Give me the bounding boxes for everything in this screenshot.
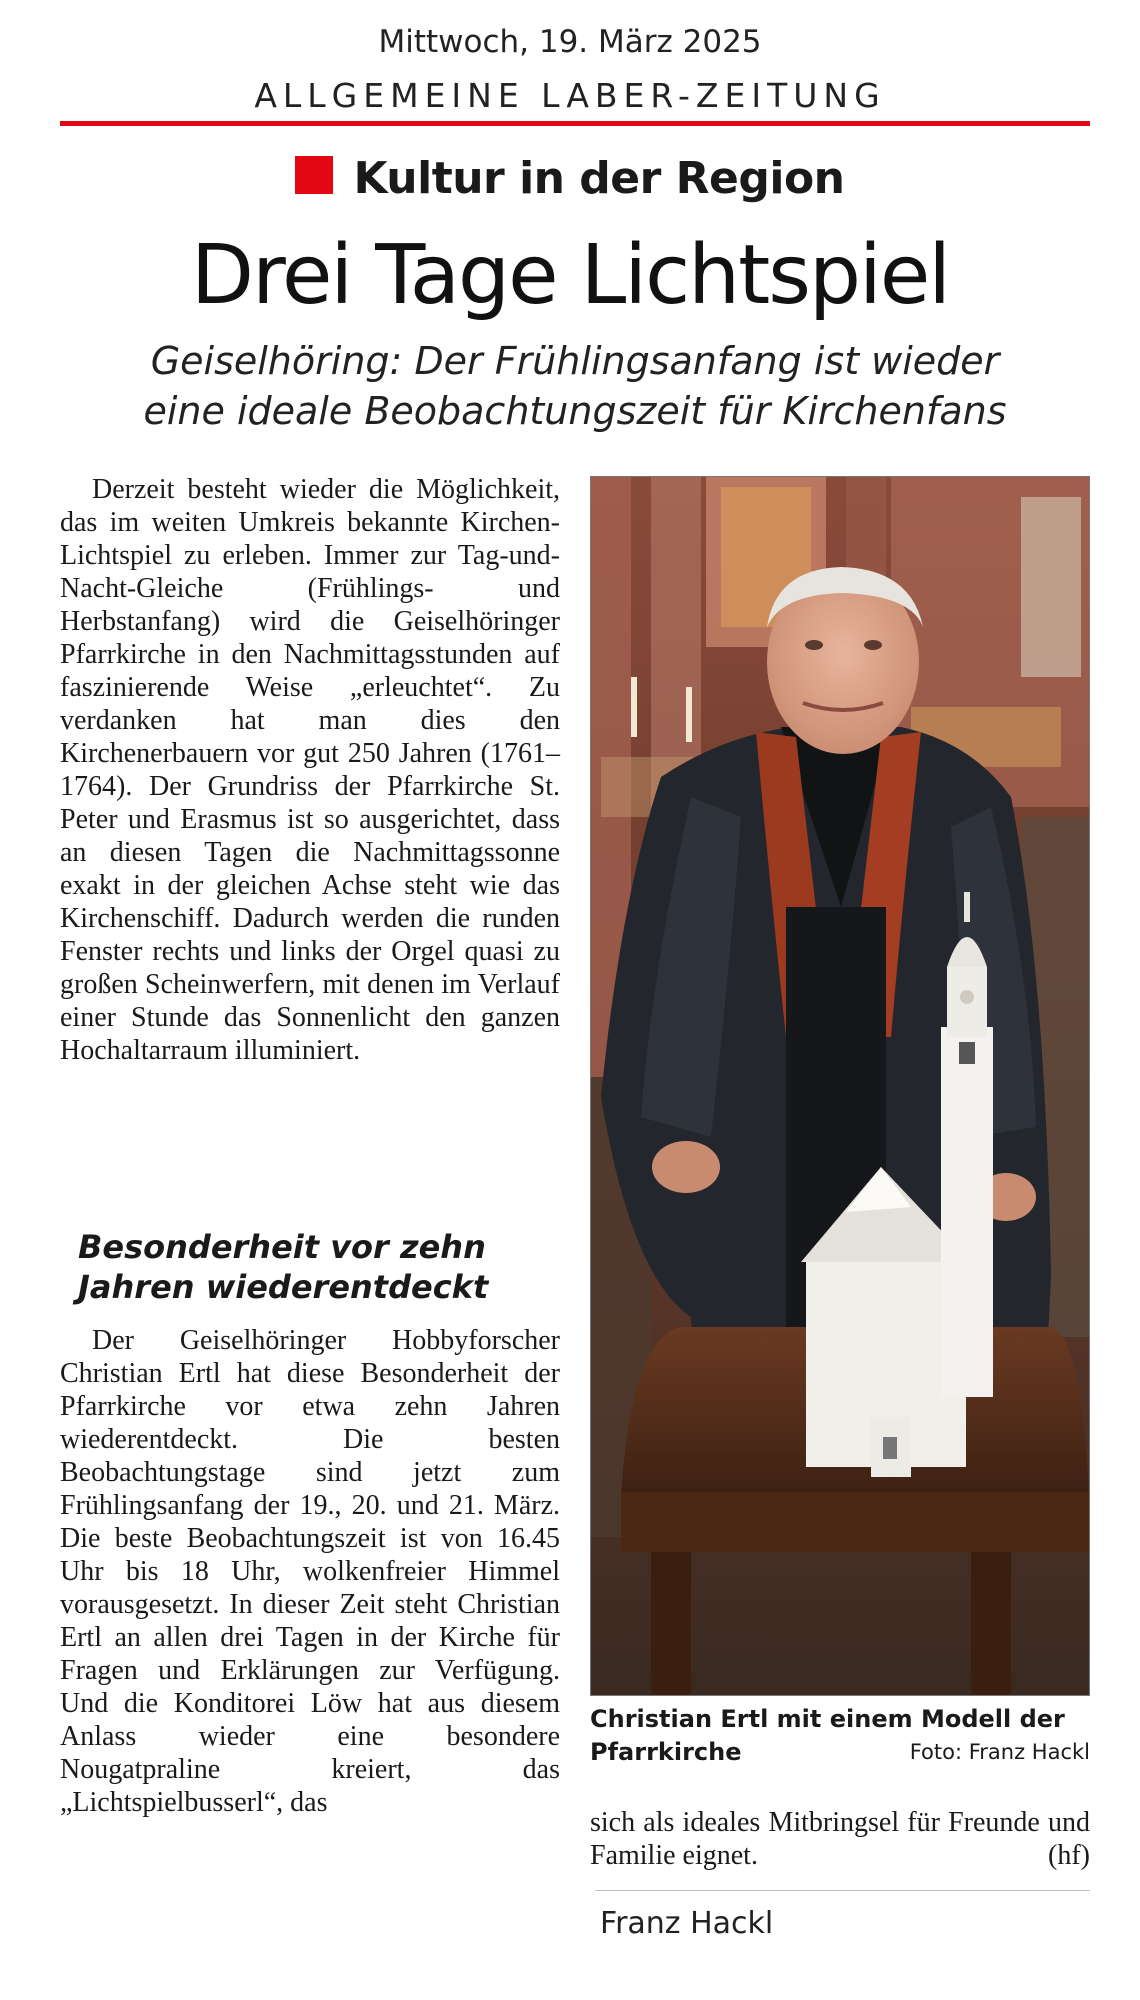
subheadline-line-2: eine ideale Beobachtungszeit für Kirchenfans bbox=[143, 389, 1007, 433]
paragraph-1: Derzeit besteht wieder die Möglichkeit, das im weiten Umkreis bekannte Kirchen-Lichtspiel zu erleben. Immer zur Tag-und-Nacht-Gleiche (Frühlings- und Herbstanfang) wird die Geiselhöringer Pfarrkirche in den Nachmittagsstunden auf faszinierende Weise „erleuchtet“. Zu verdanken hat man dies den Kirchenerbauern vor gut 250 Jahren (1761–1764). Der Grundriss der Pfarrkirche St. Peter und Erasmus ist so ausgerichtet, dass an diesen Tagen die Nachmittagssonne exakt in der gleichen Achse steht wie das Kirchenschiff. Dadurch werden die runden Fenster rechts und links der Orgel quasi zu großen Scheinwerfern, mit denen im Verlauf einer Stunde das Sonnenlicht den ganzen Hochaltarraum illuminiert. bbox=[60, 474, 560, 1066]
article-column-left-top bbox=[60, 473, 560, 1067]
author-signature: (hf) bbox=[1048, 1840, 1090, 1871]
publication-date: Mittwoch, 19. März 2025 bbox=[378, 24, 762, 60]
author-name: Franz Hackl bbox=[600, 1906, 774, 1941]
subhead-line-2: Jahren wiederentdeckt bbox=[78, 1268, 489, 1306]
caption-text: Christian Ertl mit einem Modell der Pfarrkirche bbox=[590, 1705, 1065, 1766]
photo-caption bbox=[590, 1703, 1090, 1769]
subheadline-line-1: Geiselhöring: Der Frühlingsanfang ist wieder bbox=[150, 339, 1000, 383]
article-photo bbox=[590, 476, 1090, 1696]
section-title: Kultur in der Region bbox=[353, 153, 845, 204]
article-subhead bbox=[78, 1227, 558, 1307]
photo-credit: Foto: Franz Hackl bbox=[909, 1740, 1090, 1764]
article-subheadline bbox=[60, 336, 1090, 436]
article-column-left-bottom bbox=[60, 1324, 560, 1819]
section-square-icon bbox=[295, 156, 333, 194]
article-headline: Drei Tage Lichtspiel bbox=[190, 228, 950, 323]
photo-man-with-church-model-icon bbox=[591, 477, 1089, 1695]
paragraph-2: Der Geiselhöringer Hobbyforscher Christian Ertl hat diese Besonderheit der Pfarrkirche vor etwa zehn Jahren wiederentdeckt. Die besten Beobachtungstage sind jetzt zum Frühlingsanfang der 19., 20. und 21. März. Die beste Beobachtungszeit ist von 16.45 Uhr bis 18 Uhr, wolkenfreier Himmel vorausgesetzt. In dieser Zeit steht Christian Ertl an allen drei Tagen in der Kirche für Fragen und Erklärungen zur Verfügung. Und die Konditorei Löw hat aus diesem Anlass wieder eine besondere Nougatpraline kreiert, das „Lichtspielbusserl“, das bbox=[60, 1325, 560, 1818]
paragraph-2-end: sich als ideales Mitbringsel für Freunde und Familie eignet. bbox=[590, 1807, 1090, 1871]
article-column-right-end bbox=[590, 1806, 1090, 1872]
footer-divider bbox=[595, 1890, 1090, 1891]
header-divider bbox=[60, 121, 1090, 126]
section-heading bbox=[0, 153, 1140, 204]
subhead-line-1: Besonderheit vor zehn bbox=[78, 1228, 486, 1266]
newspaper-name: ALLGEMEINE LABER-ZEITUNG bbox=[254, 76, 886, 115]
